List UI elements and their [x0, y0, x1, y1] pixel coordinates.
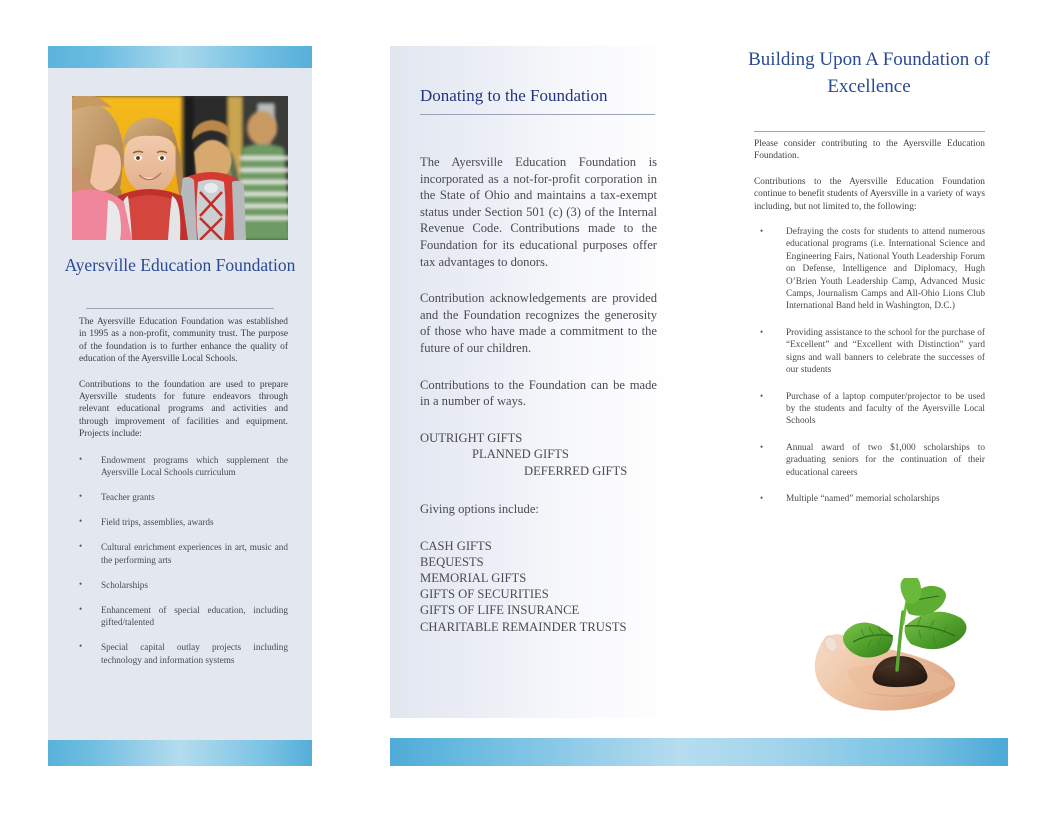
right-panel-body [754, 138, 985, 519]
list-item: • Providing assistance to the school for the purchase of “Excellent” and “Excellent with Distinction” yard signs and wall banners to celebrate the successes of our students [754, 327, 985, 377]
list-item: • Multiple “named” memorial scholarships [754, 493, 985, 505]
right-paragraph-1: Please consider contributing to the Ayersville Education Foundation. [754, 139, 985, 162]
right-benefits-list [754, 226, 985, 505]
right-panel-divider [754, 131, 985, 132]
hand-holding-seedling-photo [785, 578, 1015, 718]
right-panel [745, 38, 993, 728]
middle-paragraph-1: The Ayersville Education Foundation is incorporated as a not-for-profit corporation in the State of Ohio and maintains a tax-exempt status under Section 501 (c) (3) of the Internal Revenue Code. Contributions made to the Foundation for its educational purposes offer tax advantages to donors. [420, 155, 657, 269]
right-paragraph-2: Contributions to the Ayersville Education Foundation continue to benefit students of Ayersville in a variety of ways including, but not limited to, the following: [754, 176, 985, 212]
gift-type-outright: OUTRIGHT GIFTS [420, 430, 523, 445]
list-item: GIFTS OF LIFE INSURANCE [420, 603, 580, 618]
list-item: MEMORIAL GIFTS [420, 570, 527, 585]
list-item: • Special capital outlay projects including technology and information systems [79, 641, 288, 665]
list-item: • Field trips, assemblies, awards [79, 516, 288, 528]
middle-panel [390, 46, 680, 718]
left-panel-divider [86, 308, 274, 309]
left-panel-bottom-bar [48, 740, 312, 766]
list-item: • Endowment programs which supplement the Ayersville Local Schools curriculum [79, 454, 288, 478]
left-paragraph-2: Contributions to the foundation are used to prepare Ayersville students for future endeavors through relevant educational programs and activities and through improvement of facilities and equipment. Projects include: [79, 379, 288, 440]
list-item: • Cultural enrichment experiences in art, music and the performing arts [79, 541, 288, 565]
middle-panel-body [420, 154, 657, 635]
list-item: • Scholarships [79, 579, 288, 591]
right-panel-title: Building Upon A Foundation of Excellence [748, 49, 990, 97]
giving-options-label: Giving options include: [420, 501, 539, 516]
list-item: • Enhancement of special education, including gifted/talented [79, 604, 288, 628]
bottom-accent-bar [390, 738, 1008, 766]
middle-paragraph-2: Contribution acknowledgements are provided and the Foundation recognizes the generosity of those who have made a commitment to the future of our children. [420, 291, 657, 355]
students-boarding-school-bus-photo [72, 96, 288, 240]
left-panel-body [79, 316, 288, 679]
gift-type-planned: PLANNED GIFTS [472, 447, 569, 462]
list-item: GIFTS OF SECURITIES [420, 587, 549, 602]
middle-panel-heading: Donating to the Foundation [420, 86, 608, 105]
list-item: CASH GIFTS [420, 538, 492, 553]
gift-type-deferred: DEFERRED GIFTS [524, 463, 628, 478]
list-item: • Teacher grants [79, 491, 288, 503]
list-item: • Annual award of two $1,000 scholarships to graduating seniors for the continuation of their educational careers [754, 442, 985, 479]
left-paragraph-1: The Ayersville Education Foundation was established in 1995 as a non-profit, community trust. The purpose of the foundation is to further enhance the quality of education of the Ayersville Local Schools. [79, 317, 288, 365]
left-projects-list [79, 454, 288, 666]
middle-panel-divider [420, 114, 655, 115]
middle-paragraph-3: Contributions to the Foundation can be made in a number of ways. [420, 377, 657, 409]
list-item: • Defraying the costs for students to attend numerous educational programs (i.e. International Science and Engineering Fairs, National Youth Leadership Forum on Defense, Intelligence and Diplomacy, Hugh O’Brien Youth Leadership Camp, Advanced Music Camps, Journalism Camps and All-Ohio Lions Club International Band held in Washington, D.C.) [754, 226, 985, 313]
list-item: BEQUESTS [420, 554, 484, 569]
list-item: CHARITABLE REMAINDER TRUSTS [420, 619, 627, 634]
giving-options-list [420, 538, 657, 635]
left-panel [48, 46, 312, 766]
list-item: • Purchase of a laptop computer/projector to be used by the students and faculty of the Ayersville Local Schools [754, 391, 985, 428]
gift-types-list [420, 430, 657, 479]
left-panel-top-bar [48, 46, 312, 68]
left-panel-title: Ayersville Education Foundation [64, 255, 296, 275]
